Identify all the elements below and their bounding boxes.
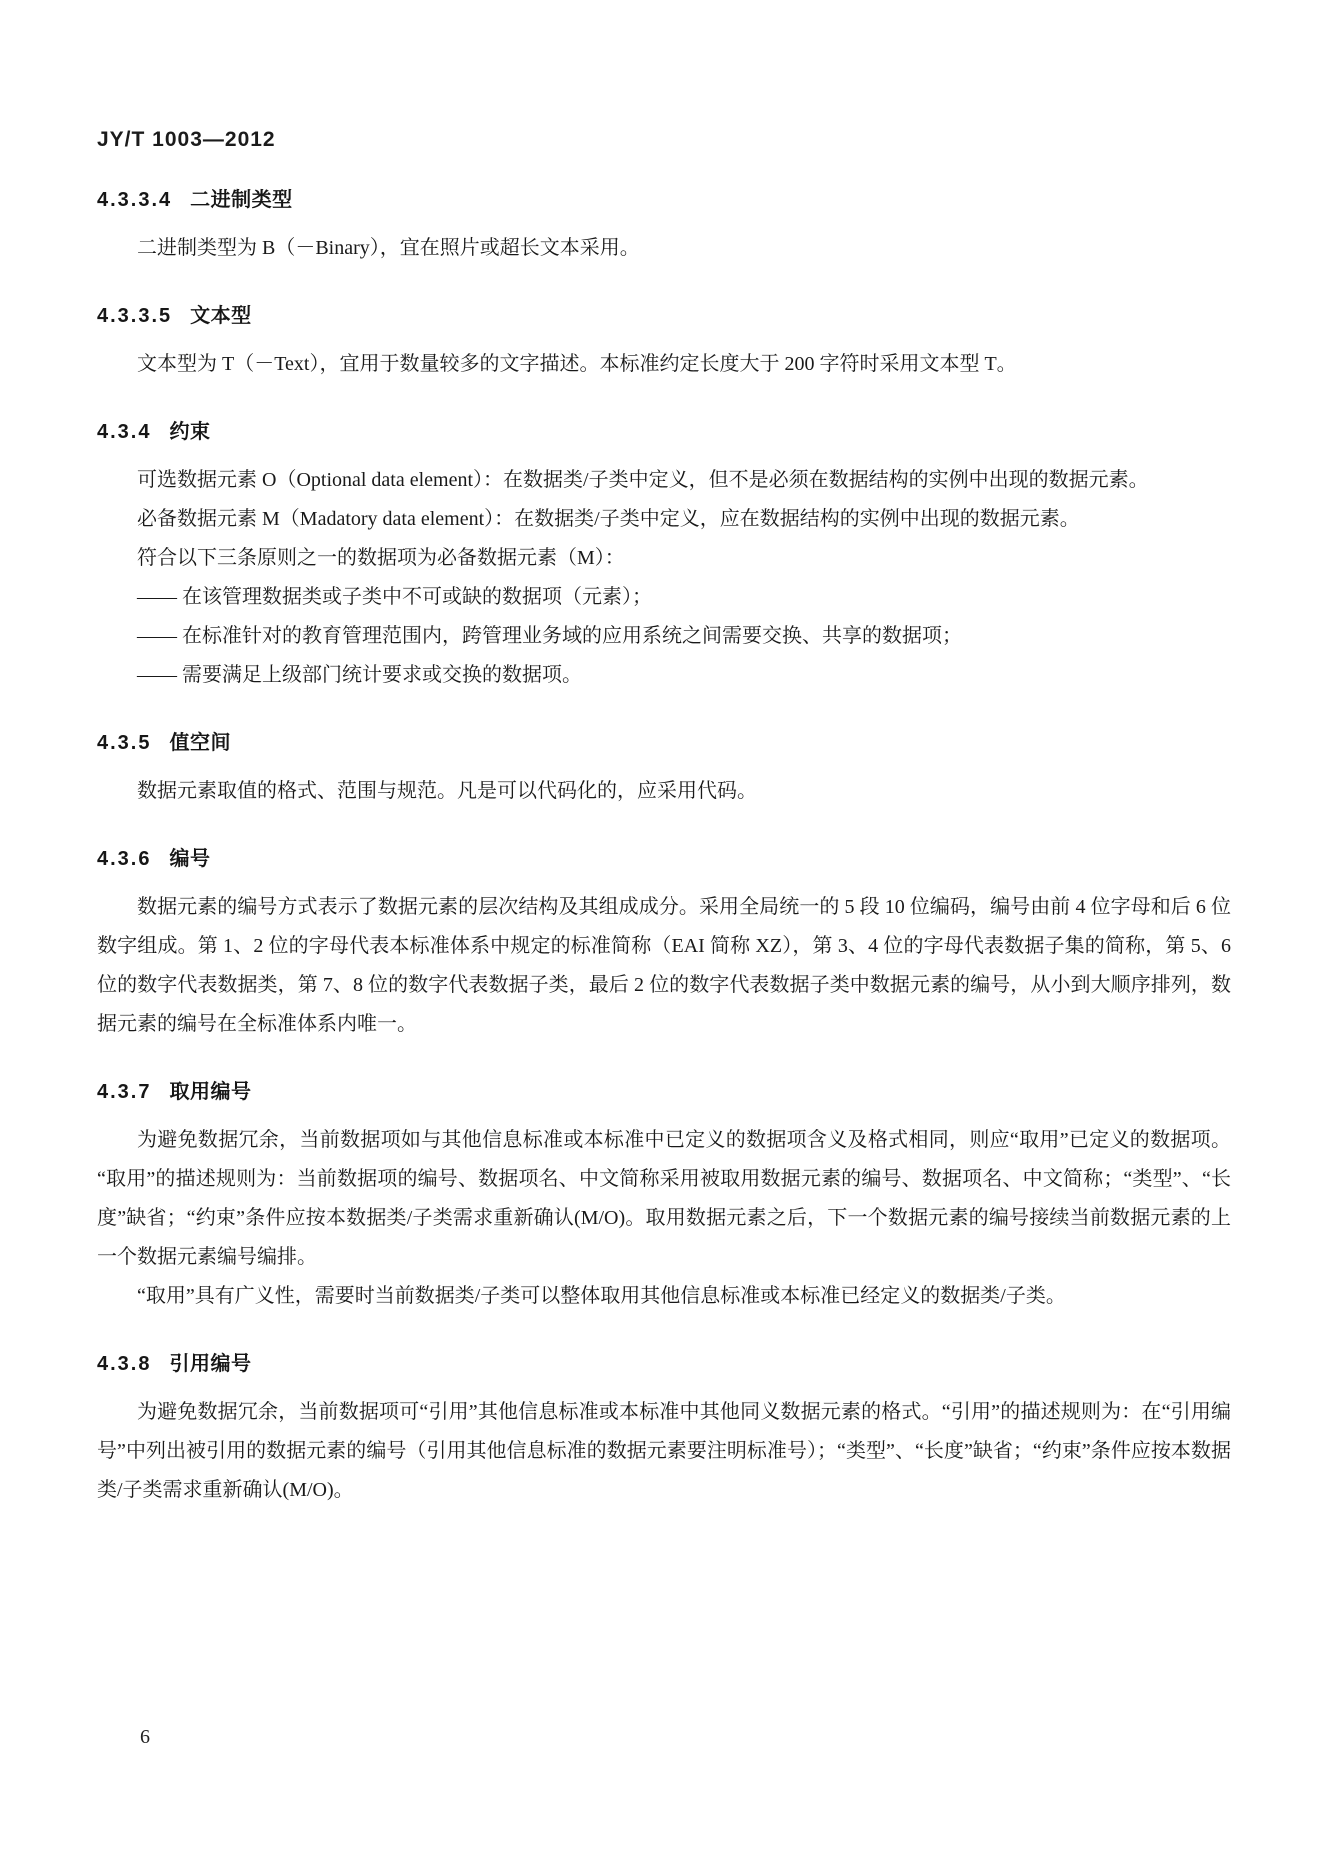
document-code: JY/T 1003—2012 [97, 128, 276, 151]
section [97, 299, 1231, 384]
paragraph: 为避免数据冗余，当前数据项可“引用”其他信息标准或本标准中其他同义数据元素的格式。“引用”的描述规则为：在“引用编号”中列出被引用的数据元素的编号（引用其他信息标准的数据元素要注明标准号）；“类型”、“长度”缺省；“约束”条件应按本数据类/子类需求重新确认(M/O)。 [97, 1401, 1231, 1501]
paragraph: “取用”具有广义性，需要时当前数据类/子类可以整体取用其他信息标准或本标准已经定义的数据类/子类。 [137, 1285, 1066, 1307]
section-heading [97, 726, 1231, 755]
section-title: 引用编号 [169, 1353, 252, 1375]
section-title: 约束 [169, 421, 211, 443]
section-number: 4.3.4 [97, 421, 152, 443]
paragraph: 为避免数据冗余，当前数据项如与其他信息标准或本标准中已定义的数据项含义及格式相同，则应“取用”已定义的数据项。“取用”的描述规则为：当前数据项的编号、数据项名、中文简称采用被取用数据元素的编号、数据项名、中文简称；“类型”、“长度”缺省；“约束”条件应按本数据类/子类需求重新确认(M/O)。取用数据元素之后，下一个数据元素的编号接续当前数据元素的上一个数据元素编号编排。 [97, 1129, 1231, 1268]
paragraph: 二进制类型为 B（－Binary），宜在照片或超长文本采用。 [137, 237, 640, 259]
section-title: 取用编号 [169, 1081, 252, 1103]
dash-list-item: —— 在标准针对的教育管理范围内，跨管理业务域的应用系统之间需要交换、共享的数据项； [137, 625, 962, 647]
section-title: 值空间 [169, 732, 231, 754]
section-number: 4.3.6 [97, 848, 152, 870]
dash-list-item: —— 在该管理数据类或子类中不可或缺的数据项（元素）； [137, 586, 652, 608]
section-heading [97, 1075, 1231, 1104]
section-heading [97, 1347, 1231, 1376]
section-heading [97, 842, 1231, 871]
section [97, 1075, 1231, 1316]
section [97, 726, 1231, 811]
section-number: 4.3.5 [97, 732, 152, 754]
section-number: 4.3.3.4 [97, 189, 173, 211]
section-heading [97, 415, 1231, 444]
section-title: 编号 [169, 848, 211, 870]
section [97, 1347, 1231, 1510]
dash-list-item: —— 需要满足上级部门统计要求或交换的数据项。 [137, 664, 582, 686]
section-number: 4.3.8 [97, 1353, 152, 1375]
section [97, 842, 1231, 1044]
section-heading [97, 299, 1231, 328]
paragraph: 可选数据元素 O（Optional data element）：在数据类/子类中定义，但不是必须在数据结构的实例中出现的数据元素。 [137, 469, 1149, 491]
section-number: 4.3.7 [97, 1081, 152, 1103]
page-number: 6 [140, 1726, 150, 1748]
section-title: 文本型 [190, 305, 252, 327]
paragraph: 数据元素取值的格式、范围与规范。凡是可以代码化的，应采用代码。 [137, 780, 757, 802]
section-number: 4.3.3.5 [97, 305, 173, 327]
paragraph: 数据元素的编号方式表示了数据元素的层次结构及其组成成分。采用全局统一的 5 段 10 位编码，编号由前 4 位字母和后 6 位数字组成。第 1、2 位的字母代表本标准体系中规定的标准简称（EAI 简称 XZ），第 3、4 位的字母代表数据子集的简称，第 5、6 位的数字代表数据类，第 7、8 位的数字代表数据子类，最后 2 位的数字代表数据子类中数据元素的编号，从小到大顺序排列，数据元素的编号在全标准体系内唯一。 [97, 896, 1231, 1035]
section-heading [97, 183, 1231, 212]
paragraph: 文本型为 T（－Text），宜用于数量较多的文字描述。本标准约定长度大于 200 字符时采用文本型 T。 [137, 353, 1017, 375]
section [97, 415, 1231, 695]
paragraph: 必备数据元素 M（Madatory data element）：在数据类/子类中定义，应在数据结构的实例中出现的数据元素。 [137, 508, 1080, 530]
dash-list [97, 578, 1231, 695]
paragraph: 符合以下三条原则之一的数据项为必备数据元素（M）： [137, 547, 625, 569]
section-title: 二进制类型 [190, 189, 293, 211]
section [97, 183, 1231, 268]
